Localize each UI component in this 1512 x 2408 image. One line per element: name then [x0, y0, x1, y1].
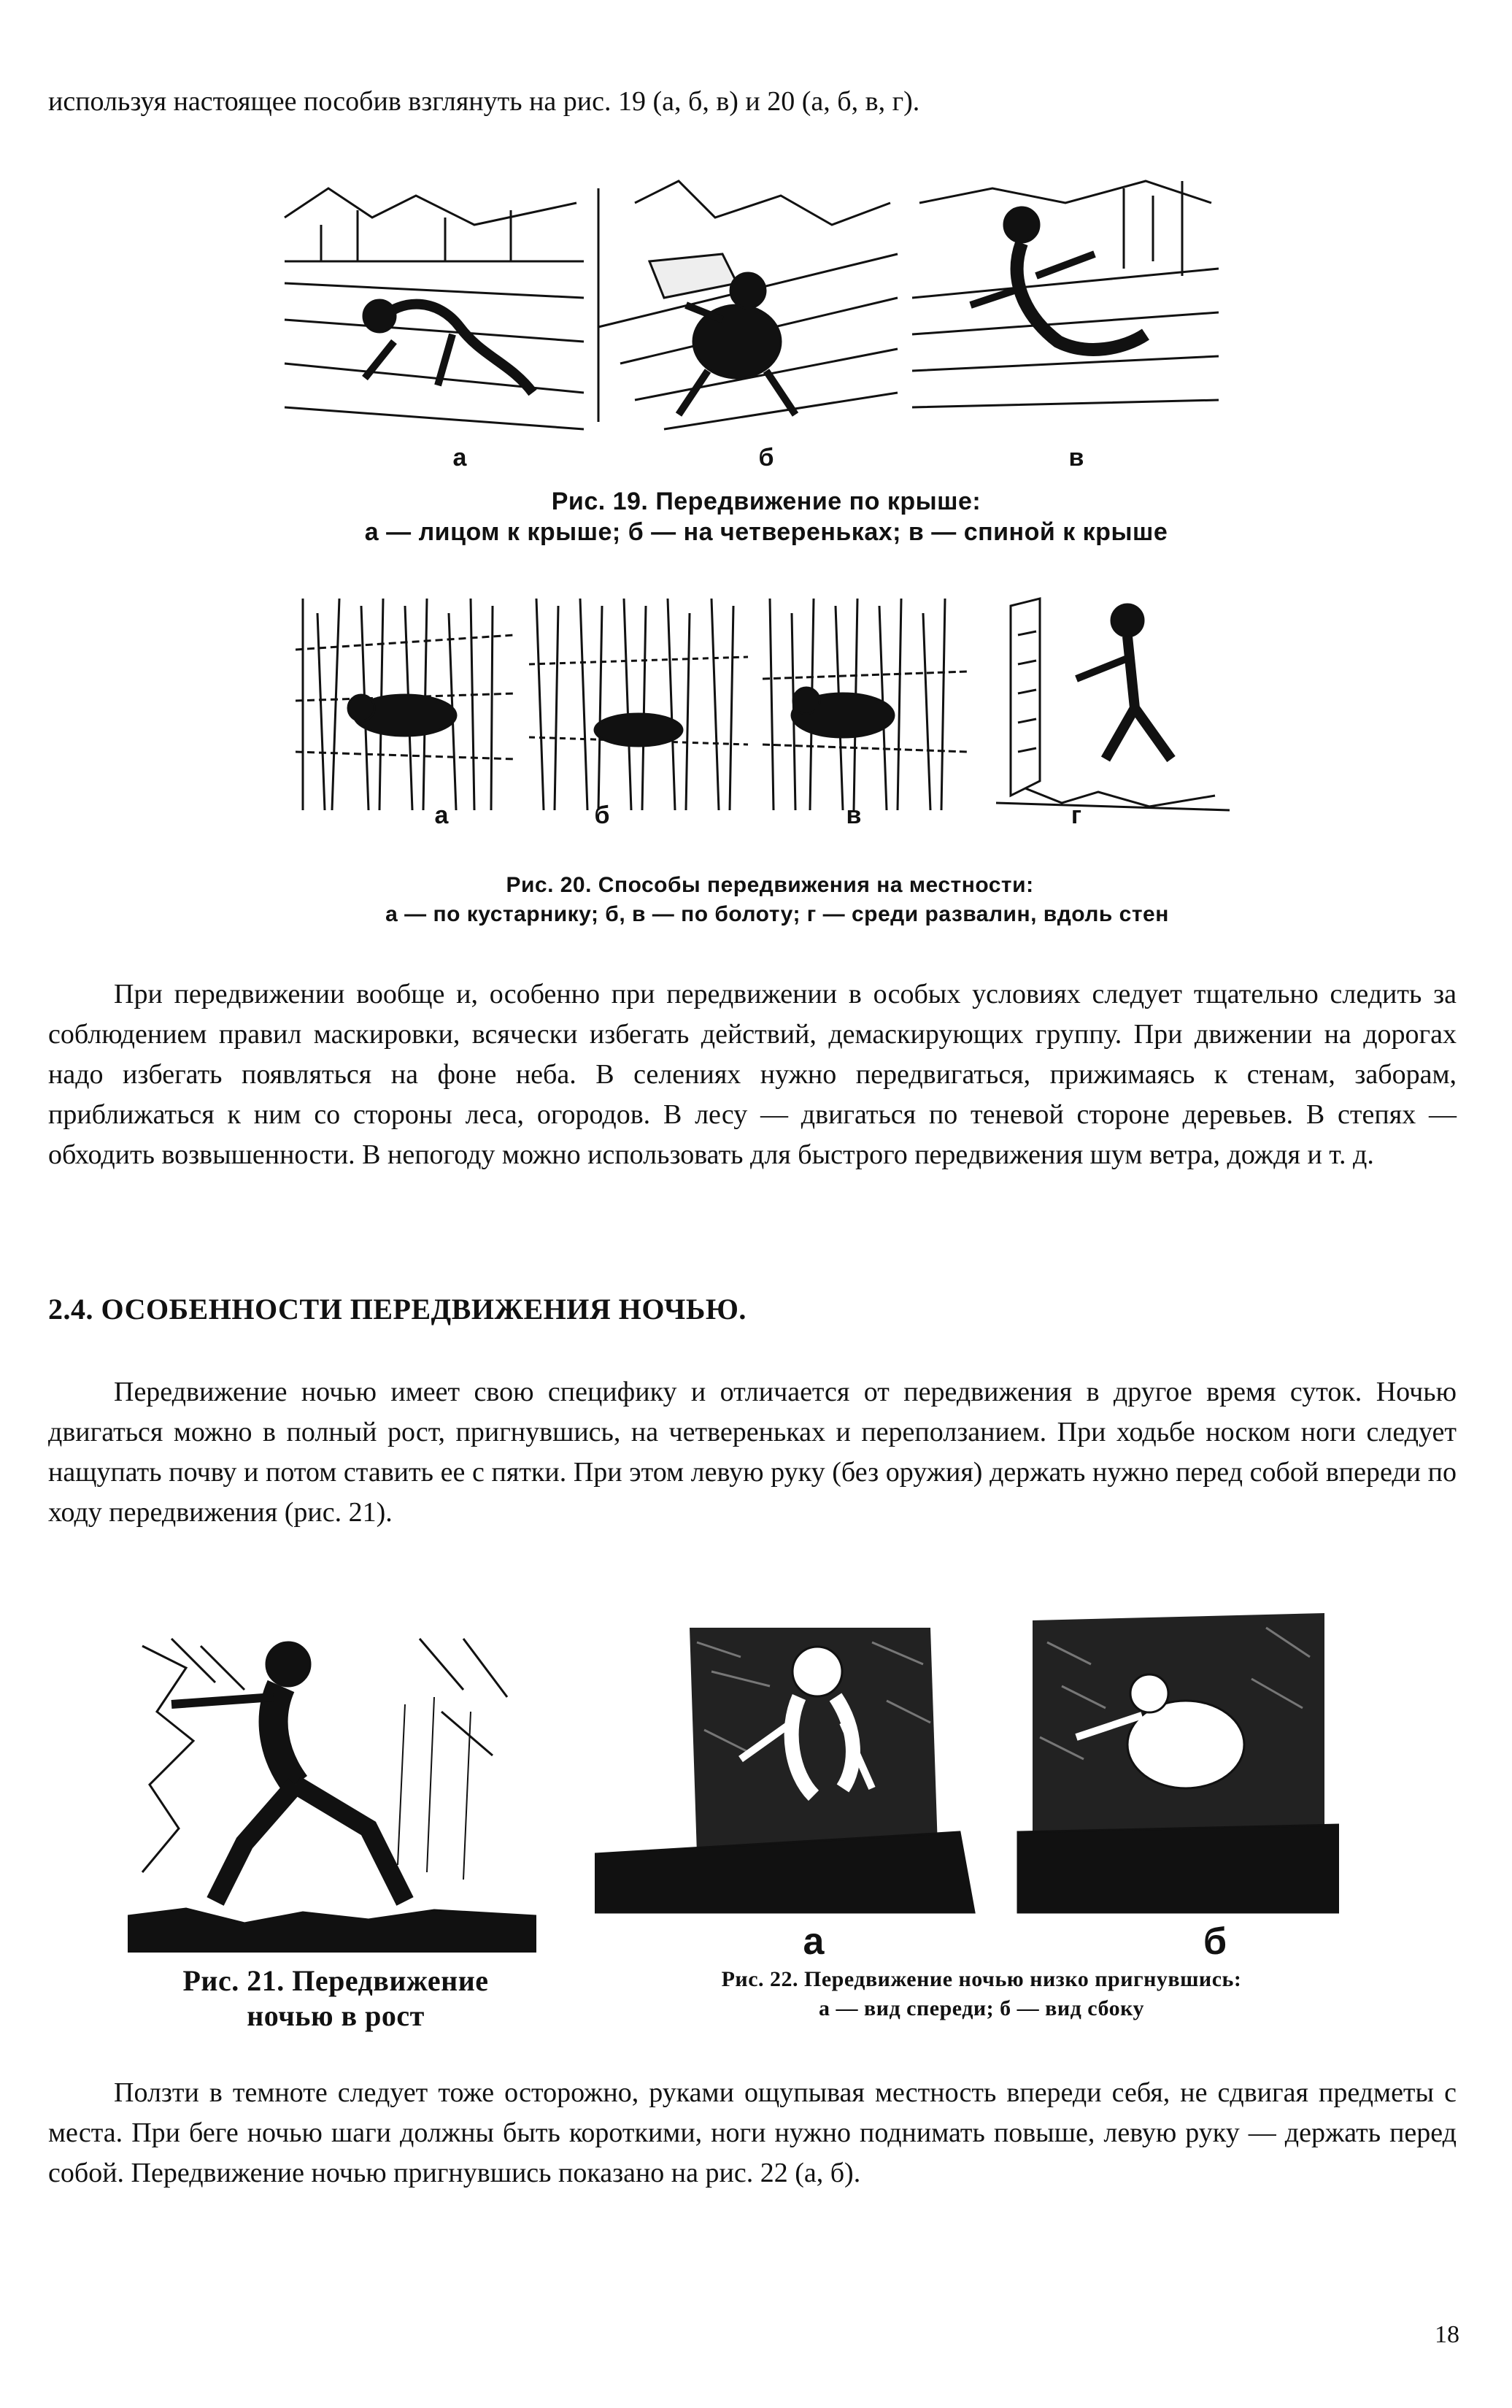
- fig20-label-c: в: [846, 801, 862, 829]
- intro-line: используя настоящее пособив взглянуть на рис. 19 (а, б, в) и 20 (а, б, в, г).: [48, 86, 920, 117]
- fig20-label-b: б: [594, 801, 610, 829]
- figure-20-drawings: [296, 591, 1251, 832]
- fig22-label-b: б: [1203, 1920, 1227, 1963]
- figure-19: [270, 174, 1219, 480]
- fig20-caption-title: Рис. 20. Способы передвижения на местности:: [506, 873, 1034, 897]
- fig19-label-a: а: [452, 444, 467, 472]
- figure-19-drawings: [270, 174, 1219, 480]
- fig19c-image: [912, 181, 1219, 407]
- fig19b-image: [598, 181, 898, 429]
- fig22-caption-body: а — вид спереди; б — вид сбоку: [819, 1996, 1144, 2020]
- paragraph-masking: При передвижении вообще и, особенно при передвижении в особых условиях следует тщательно следить за соблюдением правил маскировки, всячески избегать действий, демаскирующих группу. При движении на дорогах надо избегать появляться на фоне неба. В селениях нужно передвигаться, прижимаясь к стенам, заборам, приближаться к ним со стороны леса, огородов. В лесу — двигаться по теневой стороне деревьев. В степях — обходить возвышенности. В непогоду можно использовать для быстрого передвижения шум ветра, дождя и т. д.: [48, 979, 1457, 1170]
- fig20-label-a: а: [434, 801, 449, 829]
- fig20-label-d: г: [1071, 801, 1082, 829]
- fig21-caption-line2: ночью в рост: [247, 1999, 425, 2032]
- paragraph-night-movement: Передвижение ночью имеет свою специфику и отличается от передвижения в другое время суток. Ночью двигаться можно в полный рост, пригнувшись, на четвереньках и переползанием. При ходьбе носком ноги следует нащупать почву и потом ставить ее с пятки. При этом левую руку (без оружия) держать нужно перед собой впереди по ходу передвижения (рис. 21).: [48, 1377, 1457, 1528]
- figure-21: [128, 1624, 536, 1953]
- fig19-caption-title: Рис. 19. Передвижение по крыше:: [551, 488, 981, 515]
- fig19-caption-body: а — лицом к крыше; б — на четвереньках; в — спиной к крыше: [364, 518, 1168, 546]
- fig21-caption-line1: Рис. 21. Передвижение: [182, 1964, 489, 1997]
- fig20c-image: [763, 599, 967, 810]
- figure-22: [595, 1613, 1339, 1963]
- fig22-label-a: а: [803, 1920, 825, 1963]
- fig22b-image: [1018, 1613, 1339, 1912]
- fig19a-image: [277, 181, 584, 444]
- fig20-caption-body: а — по кустарнику; б, в — по болоту; г — среди развалин, вдоль стен: [385, 902, 1169, 926]
- figure-22-drawings: [595, 1613, 1339, 1920]
- section-heading: 2.4. ОСОБЕННОСТИ ПЕРЕДВИЖЕНИЯ НОЧЬЮ.: [48, 1293, 747, 1326]
- fig20a-image: [296, 599, 514, 810]
- fig19-label-c: в: [1068, 444, 1084, 472]
- fig20b-image: [529, 599, 748, 810]
- fig19-label-b: б: [758, 444, 774, 472]
- figure-21-drawing: [128, 1624, 536, 1953]
- figure-20: [296, 591, 1251, 832]
- page-number: 18: [1435, 2321, 1459, 2348]
- fig22-caption-title: Рис. 22. Передвижение ночью низко пригнувшись:: [721, 1967, 1242, 1991]
- paragraph-crawling: Ползти в темноте следует тоже осторожно, руками ощупывая местность впереди себя, не сдвигая предметы с места. При беге ночью шаги должны быть короткими, ноги нужно поднимать повыше, левую руку — держать перед собой. Передвижение ночью пригнувшись показано на рис. 22 (а, б).: [48, 2077, 1457, 2188]
- fig22a-image: [595, 1628, 974, 1912]
- fig20d-image: [996, 599, 1230, 810]
